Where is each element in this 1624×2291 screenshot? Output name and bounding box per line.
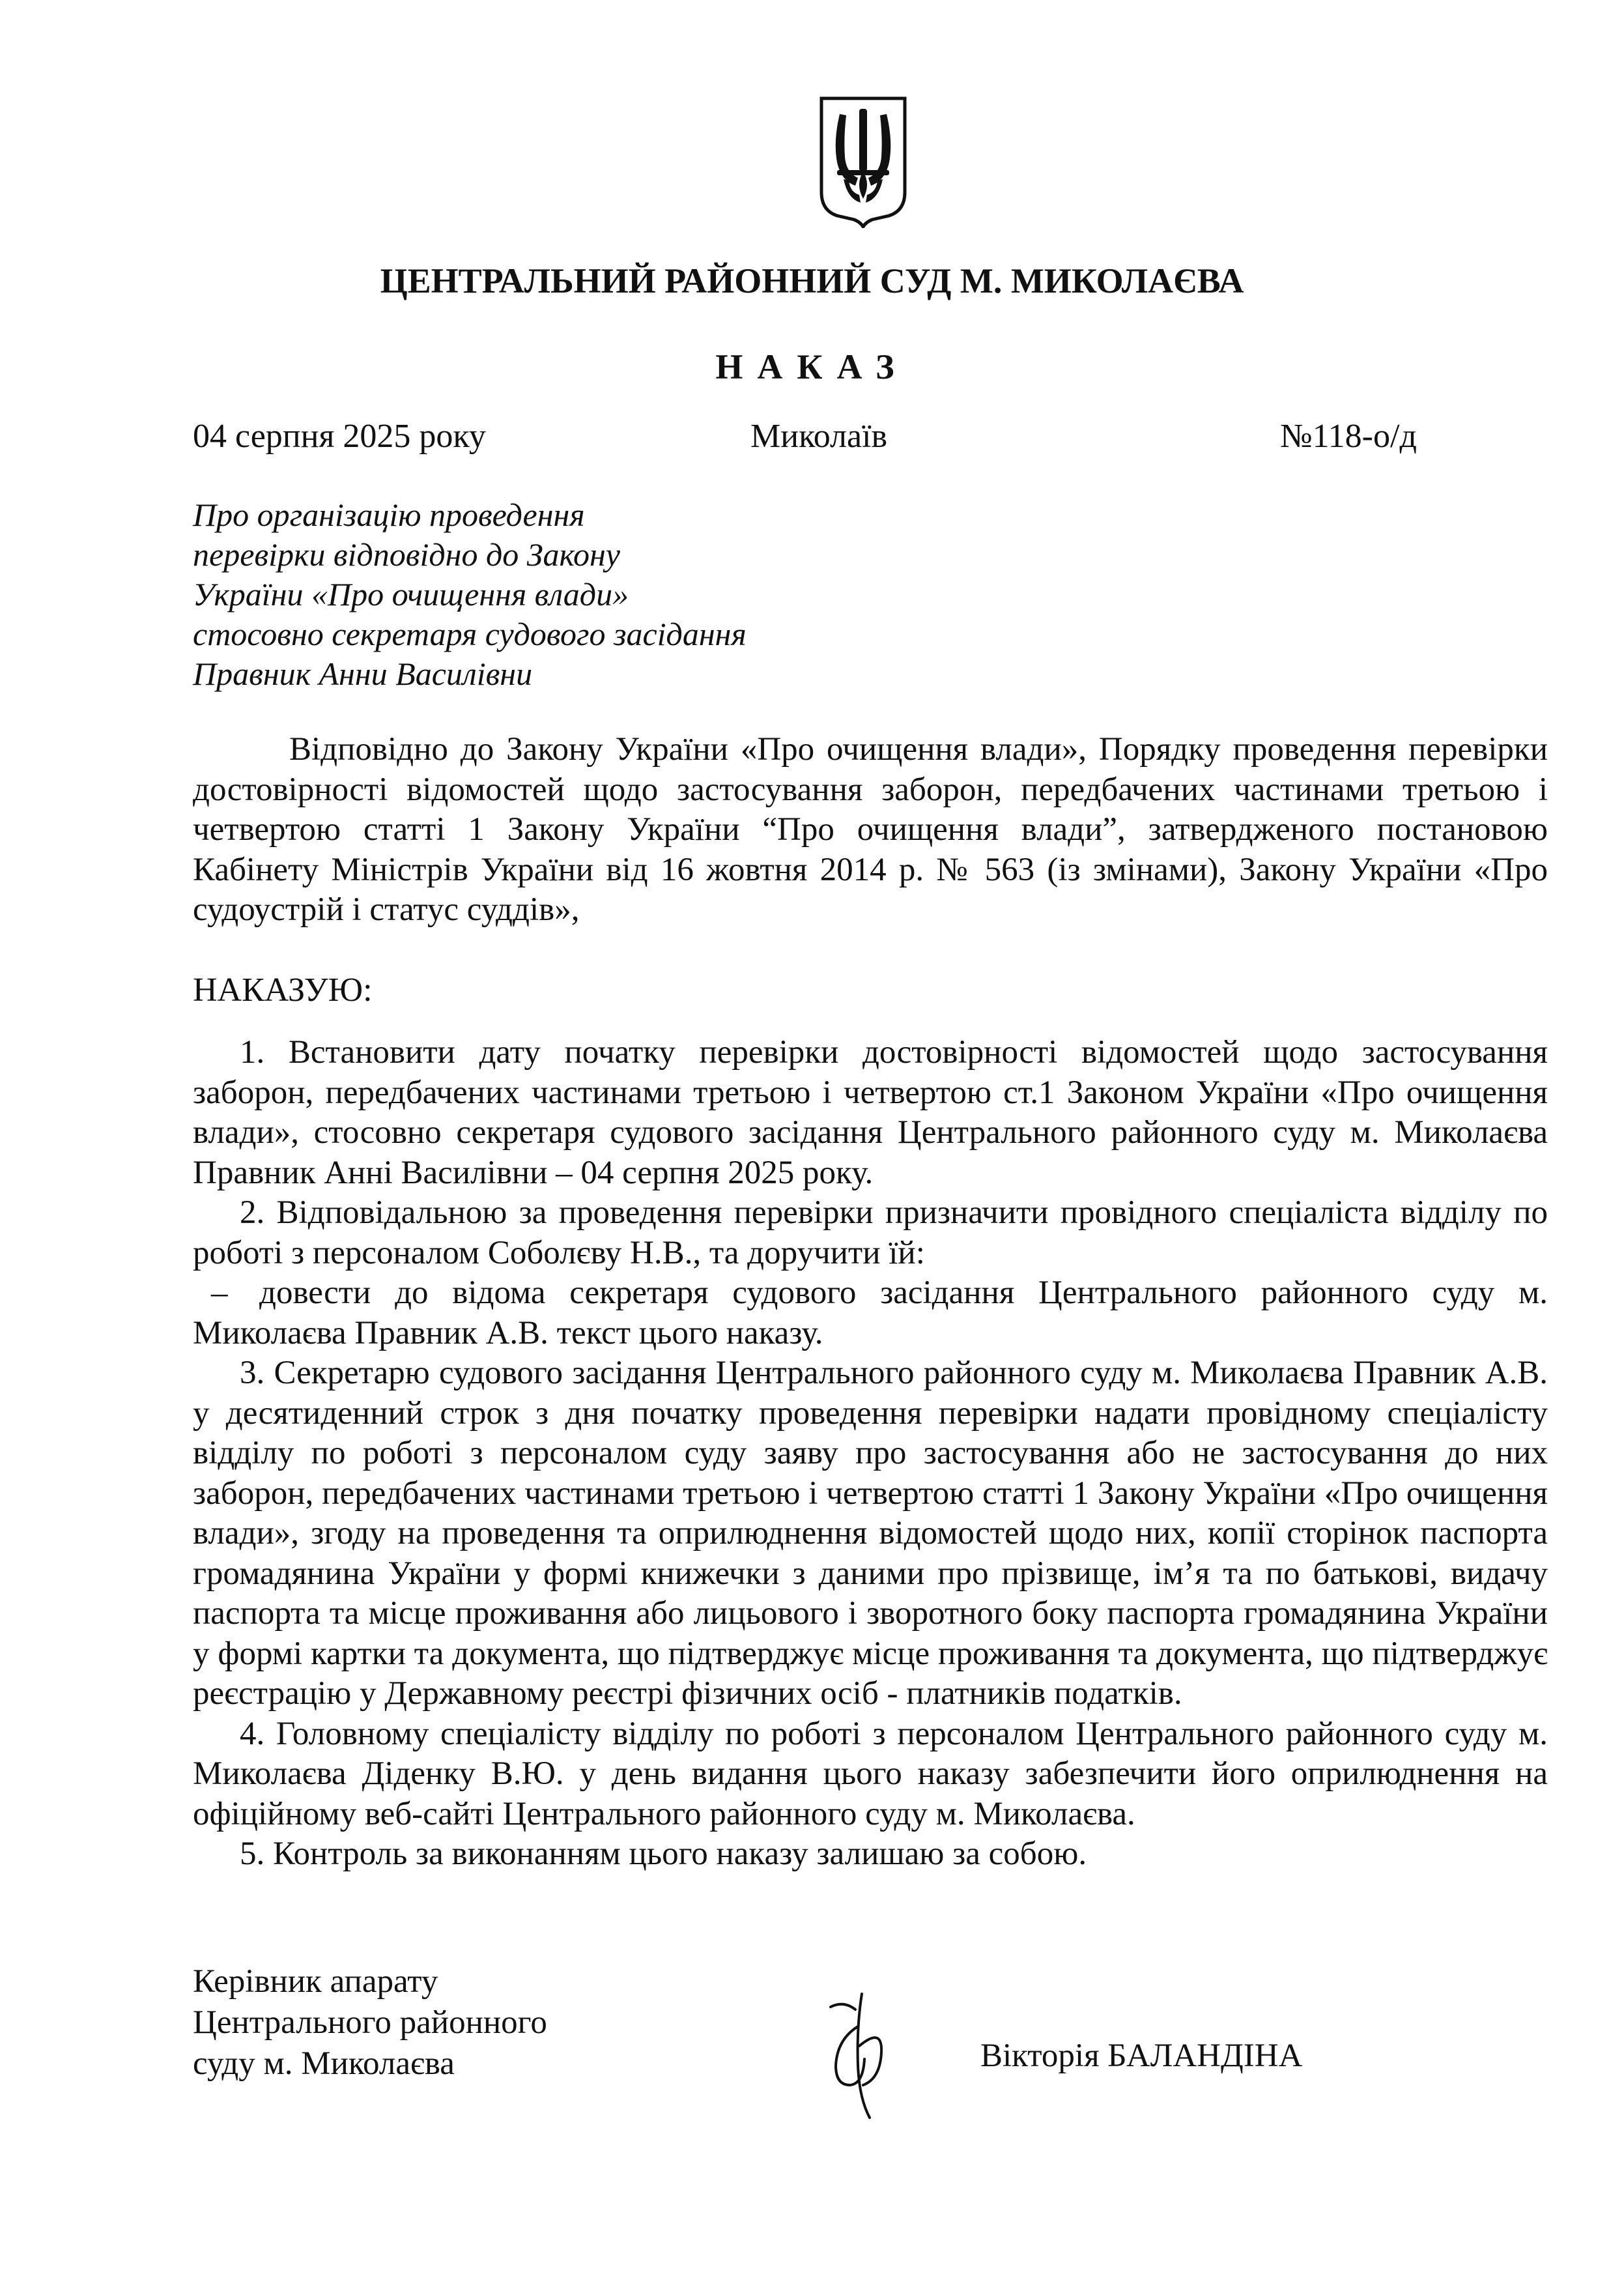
order-heading: НАКАЗУЮ: [193,972,373,1009]
subject-line: стосовно секретаря судового засідання [193,616,747,652]
order-item-4: 4. Головному спеціалісту відділу по роботі з персоналом Центрального районного суду м. Миколаєва Діденку В.Ю. у день видання цього наказу забезпечити його оприлюднення на офіційному веб-сайті Центрального районного суду м. Миколаєва. [193,1715,1548,1832]
signatory-position [193,1961,547,2084]
preamble-paragraph: Відповідно до Закону України «Про очищення влади», Порядку проведення перевірки достовірності відомостей щодо застосування заборон, передбачених частинами третьою і четвертою статті 1 Закону України “Про очищення влади”, затвердженого постановою Кабінету Міністрів України від 16 жовтня 2014 р. № 563 (із змінами), Закону України «Про судоустрій і статус суддів», [193,731,1548,928]
handwritten-signature-icon [818,1987,902,2124]
order-items [193,1033,1548,1875]
order-date: 04 серпня 2025 року [193,418,486,455]
dash-mark: – [211,1275,228,1311]
court-name: ЦЕНТРАЛЬНИЙ РАЙОННИЙ СУД М. МИКОЛАЄВА [380,261,1244,300]
subject-line: Правник Анни Василівни [193,656,533,692]
subject-line: України «Про очищення влади» [193,576,629,612]
position-line: Керівник апарату [193,1963,438,2000]
document-type: НАКАЗ [715,347,909,386]
order-item-3: 3. Секретарю судового засідання Центрального районного суду м. Миколаєва Правник А.В. у десятиденний строк з дня початку проведення перевірки надати провідному спеціалісту відділу по роботі з персоналом суду заяву про застосування або не застосування до них заборон, передбачених частинами третьою і четвертою статті 1 Закону України «Про очищення влади», згоду на проведення та оприлюднення відомостей щодо них, копії сторінок паспорта громадянина України у формі книжечки з даними про прізвище, ім’я та по батькові, видачу паспорта та місце проживання або лицьового і зворотного боку паспорта громадянина України у формі картки та документа, що підтверджує місце проживання та документа, що підтверджує реєстрацію у Державному реєстрі фізичних осіб - платників податків. [193,1355,1548,1712]
position-line: Центрального районного [193,2004,547,2041]
position-line: суду м. Миколаєва [193,2045,455,2082]
subject-line: перевірки відповідно до Закону [193,536,620,573]
order-subject [193,495,1040,694]
coat-of-arms-icon [818,94,909,228]
order-item-1: 1. Встановити дату початку перевірки достовірності відомостей щодо застосування заборон, передбачених частинами третьою і четвертою ст.1 Законом України «Про очищення влади», стосовно секретаря судового засідання Центрального районного суду м. Миколаєва Правник Анні Василівни – 04 серпня 2025 року. [193,1034,1548,1191]
order-item-5: 5. Контроль за виконанням цього наказу залишаю за собою. [240,1836,1087,1872]
signatory-name: Вікторія БАЛАНДІНА [980,2038,1303,2074]
order-sub-item [193,1273,1548,1353]
order-number: №118-о/д [1280,418,1417,455]
order-sub-item-text: довести до відома секретаря судового засідання Центрального районного суду м. Миколаєва Правник А.В. текст цього наказу. [193,1275,1548,1351]
subject-line: Про організацію проведення [193,497,585,533]
order-city: Миколаїв [750,418,888,455]
order-item-2: 2. Відповідальною за проведення перевірки призначити провідного спеціаліста відділу по роботі з персоналом Соболєву Н.В., та доручити їй: [193,1194,1548,1271]
